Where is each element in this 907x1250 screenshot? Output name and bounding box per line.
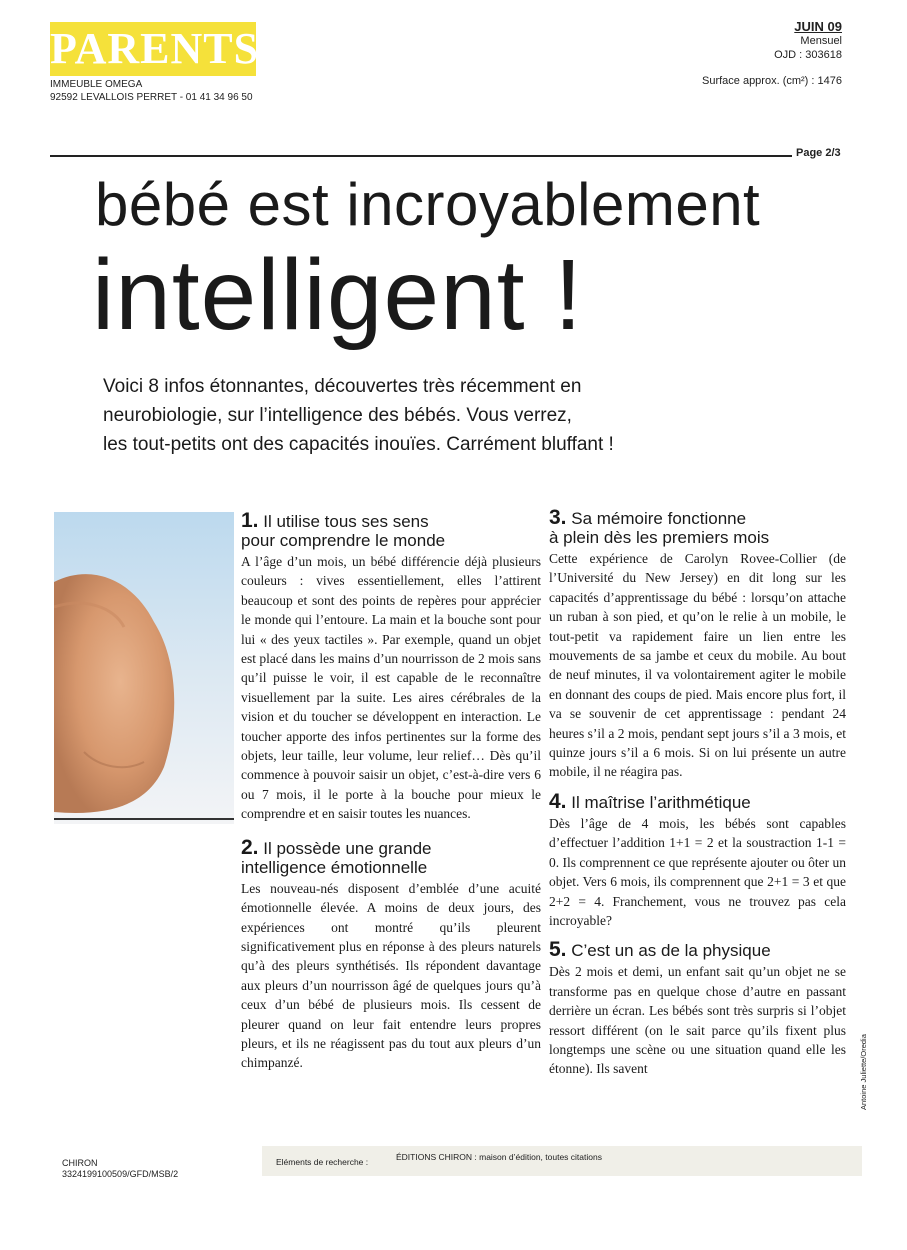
issue-date: JUIN 09	[794, 19, 842, 34]
ojd-number: OJD : 303618	[774, 49, 842, 61]
section-5-number: 5.	[549, 938, 567, 962]
section-2	[241, 835, 541, 1073]
intro-line-1: Voici 8 infos étonnantes, découvertes très récemment en	[103, 376, 582, 397]
photo-credit-text: Antoine Juliette/Oredia	[859, 1034, 868, 1110]
frequency: Mensuel	[800, 35, 842, 47]
article-column-right	[549, 508, 846, 1085]
section-4-title	[549, 789, 846, 813]
section-1	[241, 511, 541, 824]
publication-info	[702, 20, 842, 88]
section-5-title	[549, 940, 846, 960]
baby-photo-image	[54, 512, 234, 824]
section-1-title	[241, 511, 541, 550]
article-intro	[103, 372, 763, 459]
baby-photo	[54, 512, 234, 824]
section-5-body: Dès 2 mois et demi, un enfant sait qu’un objet ne se transforme pas en quelque chose d’autre en passant derrière un écran. Les bébés sont très surpris si l’objet ressort différent (on le sait parce qu’ils fixent plus longtemps une scène ou une situation quand elle les étonne). Ils savent	[549, 964, 846, 1077]
section-1-title-line-1: Il utilise tous ses sens	[263, 512, 429, 531]
intro-line-2: neurobiologie, sur l’intelligence des bébés. Vous verrez,	[103, 405, 572, 426]
section-2-title	[241, 835, 541, 877]
section-5	[549, 940, 846, 1078]
section-3-title	[549, 508, 846, 547]
section-2-title-line-1: Il possède une grande	[263, 838, 432, 858]
section-3	[549, 508, 846, 782]
section-1-title-line-2: pour comprendre le monde	[241, 531, 446, 550]
surface-area: Surface approx. (cm²) : 1476	[701, 75, 842, 87]
section-4-number: 4.	[549, 789, 567, 813]
address-line-2: 92592 LEVALLOIS PERRET - 01 41 34 96 50	[50, 92, 253, 103]
photo-credit	[847, 1000, 868, 1110]
section-5-title-line-1: C’est un as de la physique	[571, 941, 771, 961]
address-line-1: IMMEUBLE OMEGA	[50, 79, 143, 90]
section-3-number: 3.	[549, 506, 567, 529]
footer-search-text: ÉDITIONS CHIRON : maison d’édition, toutes citations	[396, 1152, 602, 1162]
header-rule	[50, 155, 792, 157]
section-4-title-line-1: Il maîtrise l’arithmétique	[571, 792, 751, 812]
section-3-title-line-2: à plein dès les premiers mois	[549, 528, 770, 547]
section-1-number: 1.	[241, 509, 259, 532]
article-column-left	[241, 511, 541, 1079]
publisher-address	[50, 78, 253, 104]
footer-line-2: 3324199100509/GFD/MSB/2	[62, 1169, 179, 1179]
page-number: Page 2/3	[796, 147, 841, 159]
intro-line-3: les tout-petits ont des capacités inouïes. Carrément bluffant !	[103, 434, 614, 455]
section-3-body: Cette expérience de Carolyn Rovee-Collier (de l’Université du New Jersey) en dit long sur les capacités d’apprentissage du bébé : lorsqu’on attache un ruban à son pied, et qu’on le relie à un mobile, le tout-petit va rapidement faire un lien entre les mouvements de sa jambe et ceux du mobile. Au bout de neuf minutes, il va volontairement agiter le mobile en donnant des coups de pied. Mais encore plus fort, il va se souvenir de cet apprentissage : pendant 24 heures s’il a 2 mois, pendant sept jours s’il a 3 mois, et quinze jours s’il a 6 mois. Si on lui présente un autre mobile, il ne réagira pas.	[549, 551, 846, 780]
section-3-title-line-1: Sa mémoire fonctionne	[571, 509, 747, 528]
footer-line-1: CHIRON	[62, 1158, 98, 1168]
footer-source	[62, 1158, 178, 1180]
section-4	[549, 789, 846, 930]
section-2-number: 2.	[241, 835, 259, 859]
headline-line-2: intelligent !	[92, 239, 584, 351]
section-4-body: Dès l’âge de 4 mois, les bébés sont capables d’effectuer l’addition 1+1 = 2 et la soustraction 1-1 = 0. Ils comprennent ce que représente ajouter ou ôter un objet. Vers 6 mois, ils comprennent que 2+1 = 3 et que 2+2 = 4. Franchement, vous ne trouvez pas cela incroyable?	[549, 815, 846, 928]
publication-logo	[50, 22, 260, 76]
section-2-title-line-2: intelligence émotionnelle	[241, 857, 428, 877]
logo-text: PARENTS	[50, 24, 260, 73]
section-1-body: A l’âge d’un mois, un bébé différencie déjà plusieurs couleurs : vives essentiellement, elles l’attirent beaucoup et sont des points de repères pour apprécier le monde qui l’entoure. La main et la bouche sont pour lui « des yeux tactiles ». Par exemple, quand un objet est placé dans les mains d’un nourrisson de 2 mois sans qu’il puisse le voir, il est capable de le reconnaître visuellement par la suite. Les aires cérébrales de la vision et du toucher se développent en interaction. Le toucher apporte des infos pertinentes sur la forme des objets, leur taille, leur volume, leur relief… Dès qu’il commence à pouvoir saisir un objet, c’est-à-dire vers 6 ou 7 mois, il le porte à la bouche pour mieux le comprendre et en saisir toutes les nuances.	[241, 554, 541, 822]
footer-search-label: Eléments de recherche :	[276, 1157, 369, 1167]
headline-line-1: bébé est incroyablement	[95, 171, 761, 238]
section-2-body: Les nouveau-nés disposent d’emblée d’une acuité émotionnelle élevée. A moins de deux jours, des expériences ont montré qu’ils pleurent significativement plus en réponse à des pleurs naturels qu’à des pleurs synthétisés. Ils répondent davantage aux pleurs d’un nourrisson âgé de quelques jours qu’à ceux d’un bébé de plusieurs mois. Ils cessent de pleurer quand on leur fait entendre leurs propres pleurs, et ils ne réagissent pas du tout aux pleurs d’un chimpanzé.	[241, 880, 541, 1071]
